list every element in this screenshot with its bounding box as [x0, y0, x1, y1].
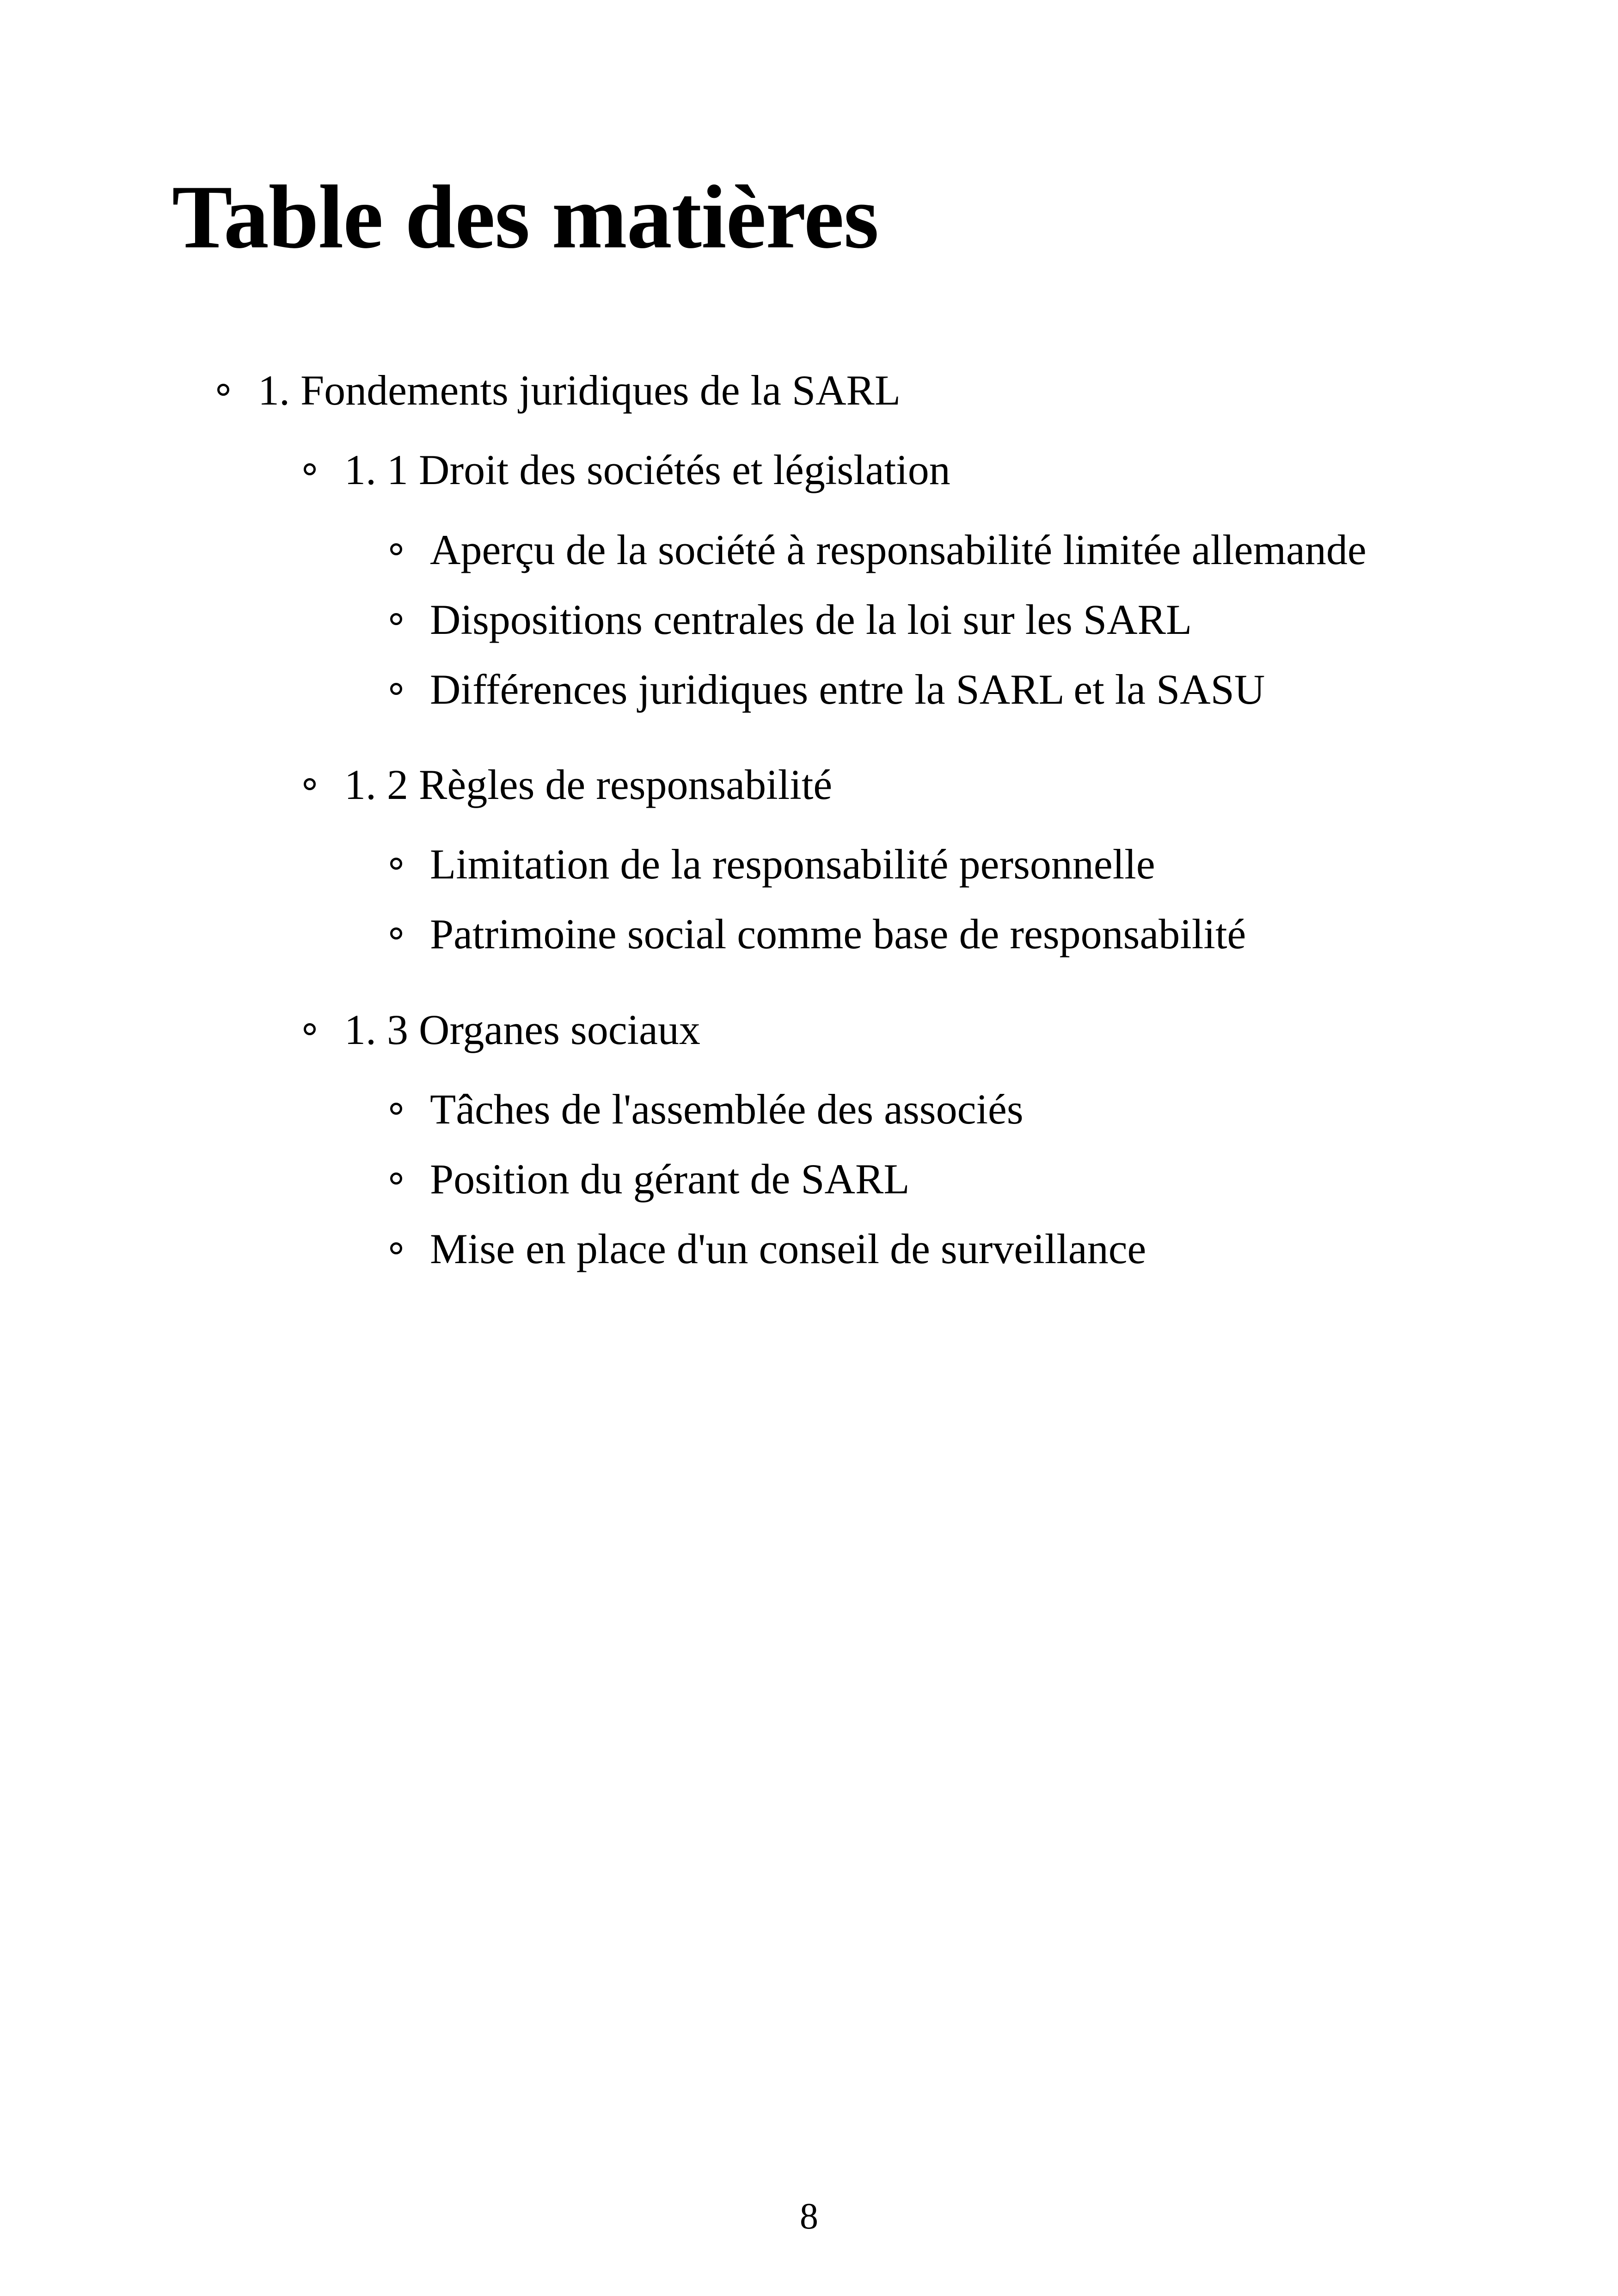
toc-section[interactable]: 1. 3 Organes sociaux [344, 1006, 700, 1053]
toc-item[interactable]: Patrimoine social comme base de responsabilité [430, 910, 1246, 958]
hollow-circle-icon [304, 778, 316, 790]
page-title: Table des matières [172, 167, 879, 267]
toc-item[interactable]: Tâches de l'assemblée des associés [430, 1086, 1024, 1133]
page-number: 8 [800, 2196, 818, 2237]
toc-item[interactable]: Position du gérant de SARL [430, 1155, 910, 1203]
hollow-circle-icon [390, 1242, 402, 1254]
hollow-circle-icon [304, 1023, 316, 1035]
toc-item[interactable]: Limitation de la responsabilité personnelle [430, 841, 1155, 888]
toc-chapter[interactable]: 1. Fondements juridiques de la SARL [258, 367, 901, 414]
hollow-circle-icon [304, 463, 316, 475]
hollow-circle-icon [390, 1173, 402, 1185]
toc-item[interactable]: Différences juridiques entre la SARL et la SASU [430, 666, 1265, 713]
toc-section[interactable]: 1. 2 Règles de responsabilité [344, 761, 833, 808]
toc-section[interactable]: 1. 1 Droit des sociétés et législation [344, 446, 950, 493]
toc-item[interactable]: Dispositions centrales de la loi sur les SARL [430, 596, 1192, 643]
hollow-circle-icon [390, 613, 402, 625]
hollow-circle-icon [217, 384, 229, 396]
hollow-circle-icon [390, 1103, 402, 1115]
hollow-circle-icon [390, 683, 402, 695]
toc-item[interactable]: Mise en place d'un conseil de surveillance [430, 1225, 1146, 1272]
hollow-circle-icon [390, 543, 402, 555]
hollow-circle-icon [390, 927, 402, 939]
toc-item[interactable]: Aperçu de la société à responsabilité limitée allemande [430, 526, 1367, 573]
hollow-circle-icon [390, 858, 402, 870]
